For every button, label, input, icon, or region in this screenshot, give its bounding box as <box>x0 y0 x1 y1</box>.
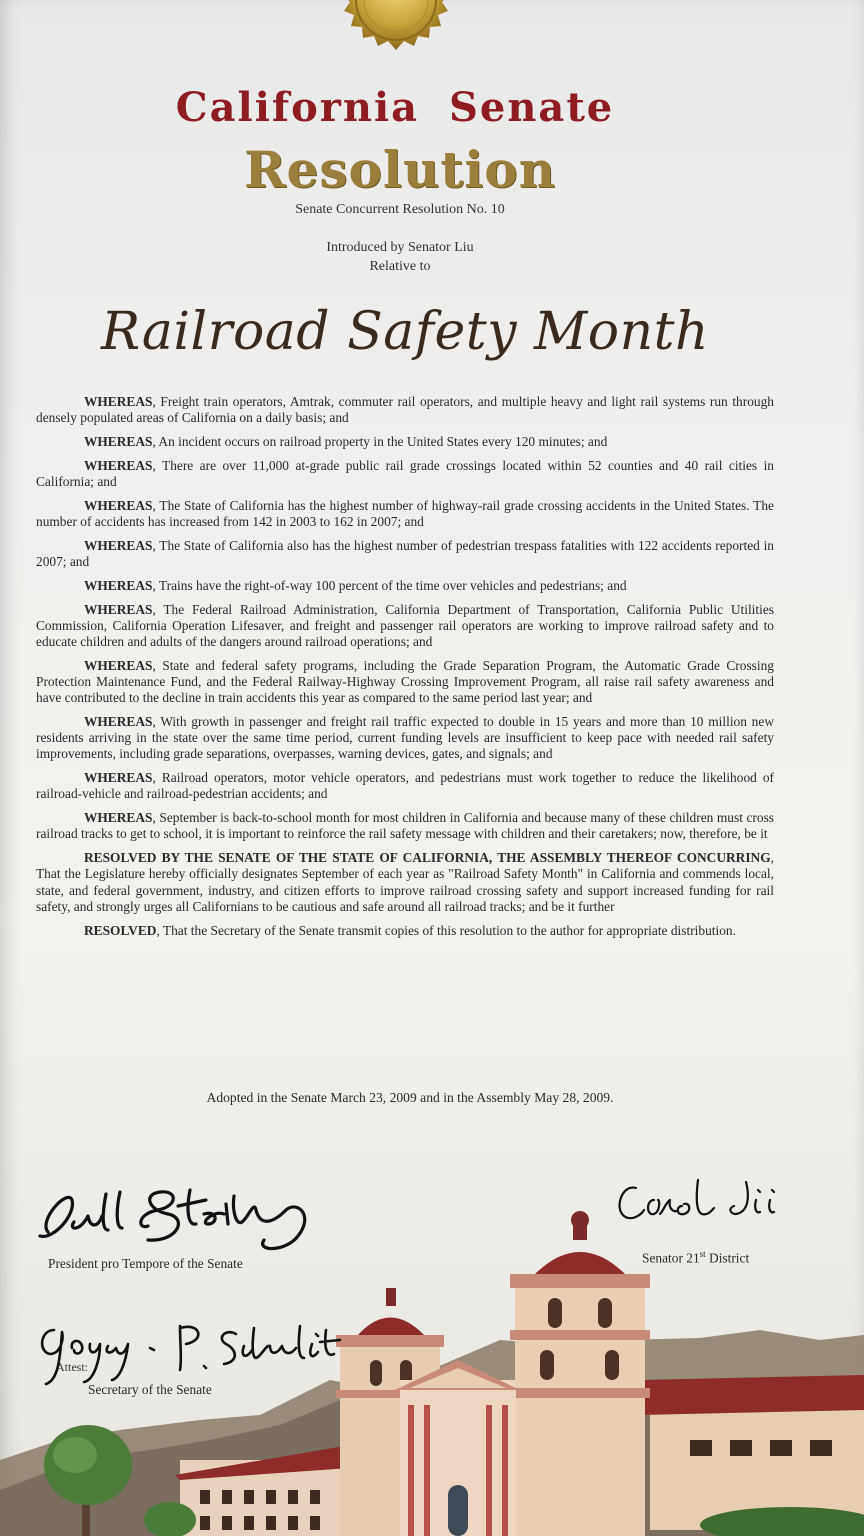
introduced-by: Introduced by Senator Liu <box>326 240 474 255</box>
clause-lead: WHEREAS <box>84 601 153 617</box>
chamber-title: California Senate <box>175 84 615 131</box>
senator-title <box>642 1249 749 1266</box>
clause <box>36 602 774 651</box>
clause-lead: WHEREAS <box>84 577 153 593</box>
clause <box>36 394 774 426</box>
clause <box>36 578 774 594</box>
clause-lead: WHEREAS <box>84 497 153 513</box>
clause-lead: WHEREAS <box>84 457 153 473</box>
clause-text: , The State of California also has the highest number of pedestrian trespass fatalities with 122 accidents reported in 2007; and <box>36 537 774 569</box>
clause-text: , There are over 11,000 at-grade public rail grade crossings located within 52 counties and 40 rail cities in California; and <box>36 457 774 489</box>
clause-lead: WHEREAS <box>84 657 153 673</box>
president-title: President pro Tempore of the Senate <box>48 1256 243 1271</box>
clause <box>36 770 774 802</box>
clause-lead: WHEREAS <box>84 770 153 786</box>
attest-label: Attest: <box>56 1360 88 1374</box>
senator-title-end: District <box>705 1250 750 1266</box>
secretary-signature <box>30 1300 350 1390</box>
clause-text: , The Federal Railroad Administration, California Department of Transportation, California Public Utilities Commission, California Operation Lifesaver, and freight and passenger rail operators are working to improve railroad safety and to educate children and adults of the dangers around railroad operations; and <box>36 601 774 649</box>
resolution-subject: Railroad Safety Month <box>101 302 709 362</box>
clause <box>36 714 774 763</box>
clause <box>36 923 774 939</box>
resolution-number: Senate Concurrent Resolution No. 10 <box>295 202 505 217</box>
clause <box>36 458 774 490</box>
senator-title-main: Senator 21 <box>642 1250 700 1266</box>
clause-lead: WHEREAS <box>84 434 153 449</box>
introduction <box>0 238 800 276</box>
clause <box>36 658 774 707</box>
clause-text: , That the Legislature hereby officially designates September of each year as "Railroad Safety Month" in California and commends local, state, and federal government, industry, and citizen efforts to improve railroad crossing safety and support increased funding for rail safety, and strongly urges all Californians to be cautious and safe around all railroad tracks; and be it further <box>36 850 774 914</box>
clause-text: , An incident occurs on railroad property in the United States every 120 minutes; and <box>152 434 608 449</box>
senator-title-sup: st <box>699 1249 706 1259</box>
adoption-statement: Adopted in the Senate March 23, 2009 and in the Assembly May 28, 2009. <box>206 1090 614 1105</box>
clause <box>36 850 774 915</box>
clause-lead: WHEREAS <box>84 714 153 729</box>
clause-lead: RESOLVED BY THE SENATE OF THE STATE OF CALIFORNIA, THE ASSEMBLY THEREOF CONCURRING <box>84 850 771 866</box>
secretary-title: Secretary of the Senate <box>88 1382 212 1397</box>
clause-text: , With growth in passenger and freight rail traffic expected to double in 15 years and more than 10 million new residents arriving in the state over the same time period, current funding levels are insufficient to keep pace with needed rail safety improvements, including grade separations, overpasses, warning devices, gates, and signals; and <box>36 714 774 762</box>
clause-text: , Freight train operators, Amtrak, commuter rail operators, and multiple heavy and light rail systems run through densely populated areas of California on a daily basis; and <box>36 394 774 426</box>
clause-text: , September is back-to-school month for most children in California and because many of these children must cross railroad tracks to get to school, it is important to reinforce the rail safety message with children and their caretakers; now, therefore, be it <box>36 810 774 842</box>
clause <box>36 810 774 842</box>
clause-text: , The State of California has the highest number of highway-rail grade crossing accidents in the United States. The number of accidents has increased from 142 in 2003 to 162 in 2007; and <box>36 497 774 529</box>
senator-signature <box>608 1170 804 1236</box>
relative-to: Relative to <box>369 259 431 274</box>
clause-lead: RESOLVED <box>84 922 157 938</box>
clause-lead: WHEREAS <box>84 810 153 826</box>
clause <box>36 498 774 530</box>
clause-text: , State and federal safety programs, including the Grade Separation Program, the Automatic Grade Crossing Protection Maintenance Fund, and the Federal Railway-Highway Crossing Improvement Program, all raise rail safety awareness and have contributed to the decline in train accidents this year as compared to the same period last year; and <box>36 657 774 706</box>
clause-text: , Railroad operators, motor vehicle operators, and pedestrians must work together to reduce the likelihood of railroad-vehicle and railroad-pedestrian accidents; and <box>36 770 774 802</box>
resolution-body <box>36 394 774 946</box>
clause <box>36 538 774 570</box>
clause-text: , That the Secretary of the Senate transmit copies of this resolution to the author for appropriate distribution. <box>156 922 736 938</box>
clause-lead: WHEREAS <box>84 394 153 409</box>
clause-text: , Trains have the right-of-way 100 percent of the time over vehicles and pedestrians; and <box>152 577 627 593</box>
clause <box>36 434 774 450</box>
state-seal <box>298 0 494 60</box>
president-signature <box>28 1170 318 1270</box>
document-type: Resolution <box>243 140 556 199</box>
clause-lead: WHEREAS <box>84 537 153 553</box>
